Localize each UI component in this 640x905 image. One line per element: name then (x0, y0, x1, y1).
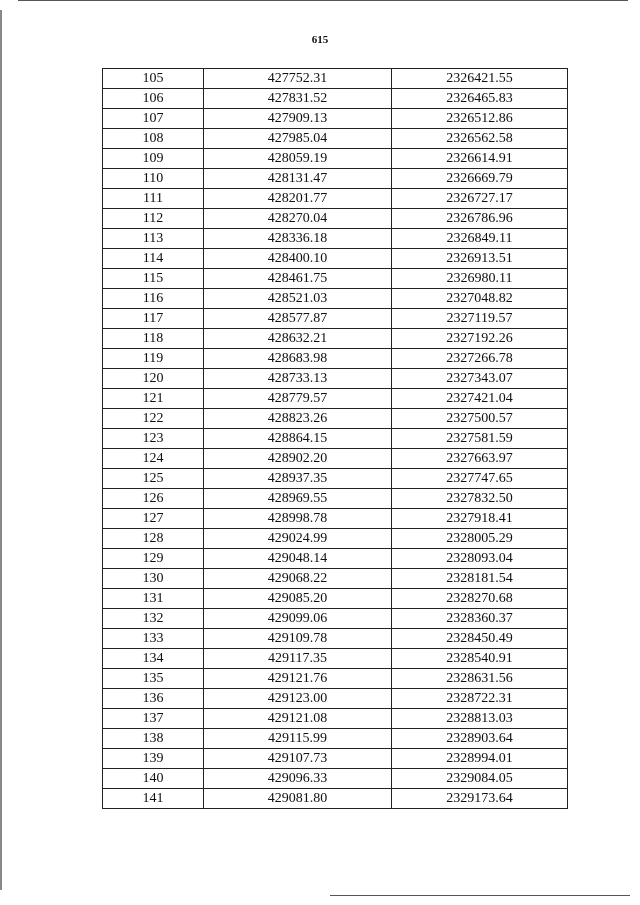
table-row (103, 789, 568, 809)
table-row (103, 629, 568, 649)
point-number-cell: 111 (103, 189, 204, 209)
y-coordinate-cell: 2326614.91 (392, 149, 568, 169)
y-coordinate-cell: 2327119.57 (392, 309, 568, 329)
table-row (103, 389, 568, 409)
left-scan-edge (0, 10, 2, 890)
point-number-cell: 123 (103, 429, 204, 449)
table-row (103, 69, 568, 89)
point-number-cell: 118 (103, 329, 204, 349)
x-coordinate-cell: 428336.18 (204, 229, 392, 249)
x-coordinate-cell: 429048.14 (204, 549, 392, 569)
table-row (103, 489, 568, 509)
x-coordinate-cell: 428969.55 (204, 489, 392, 509)
top-border-line (18, 0, 628, 1)
y-coordinate-cell: 2327048.82 (392, 289, 568, 309)
y-coordinate-cell: 2326465.83 (392, 89, 568, 109)
point-number-cell: 131 (103, 589, 204, 609)
x-coordinate-cell: 428823.26 (204, 409, 392, 429)
bottom-border-line (330, 895, 630, 896)
table-row (103, 309, 568, 329)
table-row (103, 709, 568, 729)
y-coordinate-cell: 2326512.86 (392, 109, 568, 129)
y-coordinate-cell: 2327918.41 (392, 509, 568, 529)
y-coordinate-cell: 2328540.91 (392, 649, 568, 669)
point-number-cell: 122 (103, 409, 204, 429)
x-coordinate-cell: 428400.10 (204, 249, 392, 269)
table-row (103, 189, 568, 209)
x-coordinate-cell: 429109.78 (204, 629, 392, 649)
point-number-cell: 115 (103, 269, 204, 289)
y-coordinate-cell: 2327663.97 (392, 449, 568, 469)
y-coordinate-cell: 2326849.11 (392, 229, 568, 249)
y-coordinate-cell: 2328093.04 (392, 549, 568, 569)
x-coordinate-cell: 428270.04 (204, 209, 392, 229)
point-number-cell: 126 (103, 489, 204, 509)
point-number-cell: 125 (103, 469, 204, 489)
y-coordinate-cell: 2326669.79 (392, 169, 568, 189)
table-row (103, 609, 568, 629)
x-coordinate-cell: 428902.20 (204, 449, 392, 469)
x-coordinate-cell: 428864.15 (204, 429, 392, 449)
y-coordinate-cell: 2328005.29 (392, 529, 568, 549)
table-row (103, 369, 568, 389)
y-coordinate-cell: 2327192.26 (392, 329, 568, 349)
y-coordinate-cell: 2328631.56 (392, 669, 568, 689)
y-coordinate-cell: 2326980.11 (392, 269, 568, 289)
point-number-cell: 138 (103, 729, 204, 749)
table-row (103, 249, 568, 269)
table-row (103, 229, 568, 249)
x-coordinate-cell: 429096.33 (204, 769, 392, 789)
y-coordinate-cell: 2328360.37 (392, 609, 568, 629)
point-number-cell: 124 (103, 449, 204, 469)
point-number-cell: 130 (103, 569, 204, 589)
y-coordinate-cell: 2327421.04 (392, 389, 568, 409)
point-number-cell: 132 (103, 609, 204, 629)
x-coordinate-cell: 428059.19 (204, 149, 392, 169)
point-number-cell: 117 (103, 309, 204, 329)
y-coordinate-cell: 2327832.50 (392, 489, 568, 509)
coordinates-table-body (103, 69, 568, 809)
point-number-cell: 119 (103, 349, 204, 369)
y-coordinate-cell: 2327343.07 (392, 369, 568, 389)
table-row (103, 549, 568, 569)
x-coordinate-cell: 429123.00 (204, 689, 392, 709)
point-number-cell: 106 (103, 89, 204, 109)
table-row (103, 649, 568, 669)
point-number-cell: 139 (103, 749, 204, 769)
x-coordinate-cell: 429121.08 (204, 709, 392, 729)
point-number-cell: 137 (103, 709, 204, 729)
table-row (103, 429, 568, 449)
table-row (103, 529, 568, 549)
point-number-cell: 127 (103, 509, 204, 529)
table-row (103, 449, 568, 469)
x-coordinate-cell: 428461.75 (204, 269, 392, 289)
y-coordinate-cell: 2326421.55 (392, 69, 568, 89)
table-row (103, 469, 568, 489)
x-coordinate-cell: 429099.06 (204, 609, 392, 629)
table-row (103, 509, 568, 529)
point-number-cell: 110 (103, 169, 204, 189)
y-coordinate-cell: 2326727.17 (392, 189, 568, 209)
point-number-cell: 112 (103, 209, 204, 229)
point-number-cell: 120 (103, 369, 204, 389)
point-number-cell: 116 (103, 289, 204, 309)
page-number: 615 (311, 34, 329, 46)
point-number-cell: 121 (103, 389, 204, 409)
x-coordinate-cell: 428577.87 (204, 309, 392, 329)
y-coordinate-cell: 2328450.49 (392, 629, 568, 649)
table-row (103, 109, 568, 129)
table-row (103, 589, 568, 609)
y-coordinate-cell: 2328994.01 (392, 749, 568, 769)
x-coordinate-cell: 428632.21 (204, 329, 392, 349)
point-number-cell: 105 (103, 69, 204, 89)
y-coordinate-cell: 2327500.57 (392, 409, 568, 429)
y-coordinate-cell: 2327747.65 (392, 469, 568, 489)
point-number-cell: 114 (103, 249, 204, 269)
table-row (103, 149, 568, 169)
x-coordinate-cell: 428779.57 (204, 389, 392, 409)
x-coordinate-cell: 428131.47 (204, 169, 392, 189)
table-row (103, 769, 568, 789)
x-coordinate-cell: 428521.03 (204, 289, 392, 309)
table-row (103, 569, 568, 589)
table-row (103, 729, 568, 749)
table-row (103, 129, 568, 149)
x-coordinate-cell: 429107.73 (204, 749, 392, 769)
x-coordinate-cell: 428201.77 (204, 189, 392, 209)
x-coordinate-cell: 427909.13 (204, 109, 392, 129)
y-coordinate-cell: 2326913.51 (392, 249, 568, 269)
x-coordinate-cell: 428733.13 (204, 369, 392, 389)
y-coordinate-cell: 2328181.54 (392, 569, 568, 589)
x-coordinate-cell: 429024.99 (204, 529, 392, 549)
coordinates-table (102, 68, 568, 809)
x-coordinate-cell: 427831.52 (204, 89, 392, 109)
x-coordinate-cell: 427752.31 (204, 69, 392, 89)
point-number-cell: 128 (103, 529, 204, 549)
x-coordinate-cell: 429081.80 (204, 789, 392, 809)
point-number-cell: 107 (103, 109, 204, 129)
y-coordinate-cell: 2327581.59 (392, 429, 568, 449)
point-number-cell: 135 (103, 669, 204, 689)
y-coordinate-cell: 2328270.68 (392, 589, 568, 609)
y-coordinate-cell: 2326786.96 (392, 209, 568, 229)
table-row (103, 409, 568, 429)
y-coordinate-cell: 2329173.64 (392, 789, 568, 809)
x-coordinate-cell: 429068.22 (204, 569, 392, 589)
point-number-cell: 136 (103, 689, 204, 709)
point-number-cell: 129 (103, 549, 204, 569)
x-coordinate-cell: 429121.76 (204, 669, 392, 689)
point-number-cell: 113 (103, 229, 204, 249)
table-row (103, 669, 568, 689)
x-coordinate-cell: 429115.99 (204, 729, 392, 749)
point-number-cell: 140 (103, 769, 204, 789)
point-number-cell: 141 (103, 789, 204, 809)
table-row (103, 269, 568, 289)
y-coordinate-cell: 2327266.78 (392, 349, 568, 369)
table-row (103, 89, 568, 109)
table-row (103, 209, 568, 229)
x-coordinate-cell: 428998.78 (204, 509, 392, 529)
x-coordinate-cell: 427985.04 (204, 129, 392, 149)
x-coordinate-cell: 428683.98 (204, 349, 392, 369)
x-coordinate-cell: 429117.35 (204, 649, 392, 669)
y-coordinate-cell: 2329084.05 (392, 769, 568, 789)
table-row (103, 329, 568, 349)
table-row (103, 689, 568, 709)
point-number-cell: 109 (103, 149, 204, 169)
point-number-cell: 133 (103, 629, 204, 649)
table-row (103, 749, 568, 769)
point-number-cell: 108 (103, 129, 204, 149)
y-coordinate-cell: 2328813.03 (392, 709, 568, 729)
table-row (103, 169, 568, 189)
x-coordinate-cell: 428937.35 (204, 469, 392, 489)
table-row (103, 349, 568, 369)
y-coordinate-cell: 2328903.64 (392, 729, 568, 749)
x-coordinate-cell: 429085.20 (204, 589, 392, 609)
y-coordinate-cell: 2326562.58 (392, 129, 568, 149)
table-row (103, 289, 568, 309)
point-number-cell: 134 (103, 649, 204, 669)
y-coordinate-cell: 2328722.31 (392, 689, 568, 709)
